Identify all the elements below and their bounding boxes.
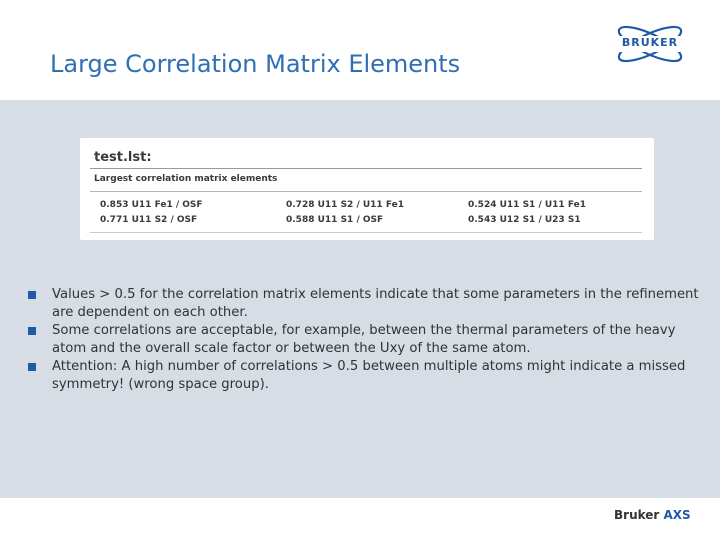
bullet-text: Values > 0.5 for the correlation matrix elements indicate that some parameters in the refinement are dependent on each other. [52, 287, 699, 320]
bullet-list [28, 286, 700, 394]
footer-brand-division: AXS [663, 508, 691, 522]
divider [90, 191, 642, 192]
square-bullet-icon [28, 327, 36, 335]
listing-file-label: test.lst: [94, 150, 152, 165]
listing-excerpt [80, 138, 654, 240]
correlation-entry: 0.728 U11 S2 / U11 Fe1 [286, 200, 404, 210]
correlation-entry: 0.543 U12 S1 / U23 S1 [468, 215, 581, 225]
bullet-item [28, 358, 700, 394]
bullet-item [28, 286, 700, 322]
correlation-entry: 0.771 U11 S2 / OSF [100, 215, 198, 225]
square-bullet-icon [28, 291, 36, 299]
logo-wordmark: BRUKER [621, 36, 679, 49]
correlation-entry: 0.853 U11 Fe1 / OSF [100, 200, 203, 210]
footer-brand [614, 508, 691, 522]
slide-content [0, 100, 720, 498]
footer-brand-name: Bruker [614, 508, 664, 522]
divider [90, 232, 642, 233]
slide-title: Large Correlation Matrix Elements [50, 50, 461, 78]
bruker-logo [610, 14, 690, 74]
slide-footer [0, 498, 720, 540]
bullet-item [28, 322, 700, 358]
listing-heading: Largest correlation matrix elements [94, 174, 278, 184]
slide-header [0, 0, 720, 100]
correlation-entry: 0.588 U11 S1 / OSF [286, 215, 384, 225]
correlation-entry: 0.524 U11 S1 / U11 Fe1 [468, 200, 586, 210]
listing-panel [90, 148, 642, 232]
bullet-text: Some correlations are acceptable, for example, between the thermal parameters of the heavy atom and the overall scale factor or between the Uxy of the same atom. [52, 323, 676, 356]
square-bullet-icon [28, 363, 36, 371]
bullet-text: Attention: A high number of correlations > 0.5 between multiple atoms might indicate a missed symmetry! (wrong space group). [52, 359, 686, 392]
divider [90, 168, 642, 169]
